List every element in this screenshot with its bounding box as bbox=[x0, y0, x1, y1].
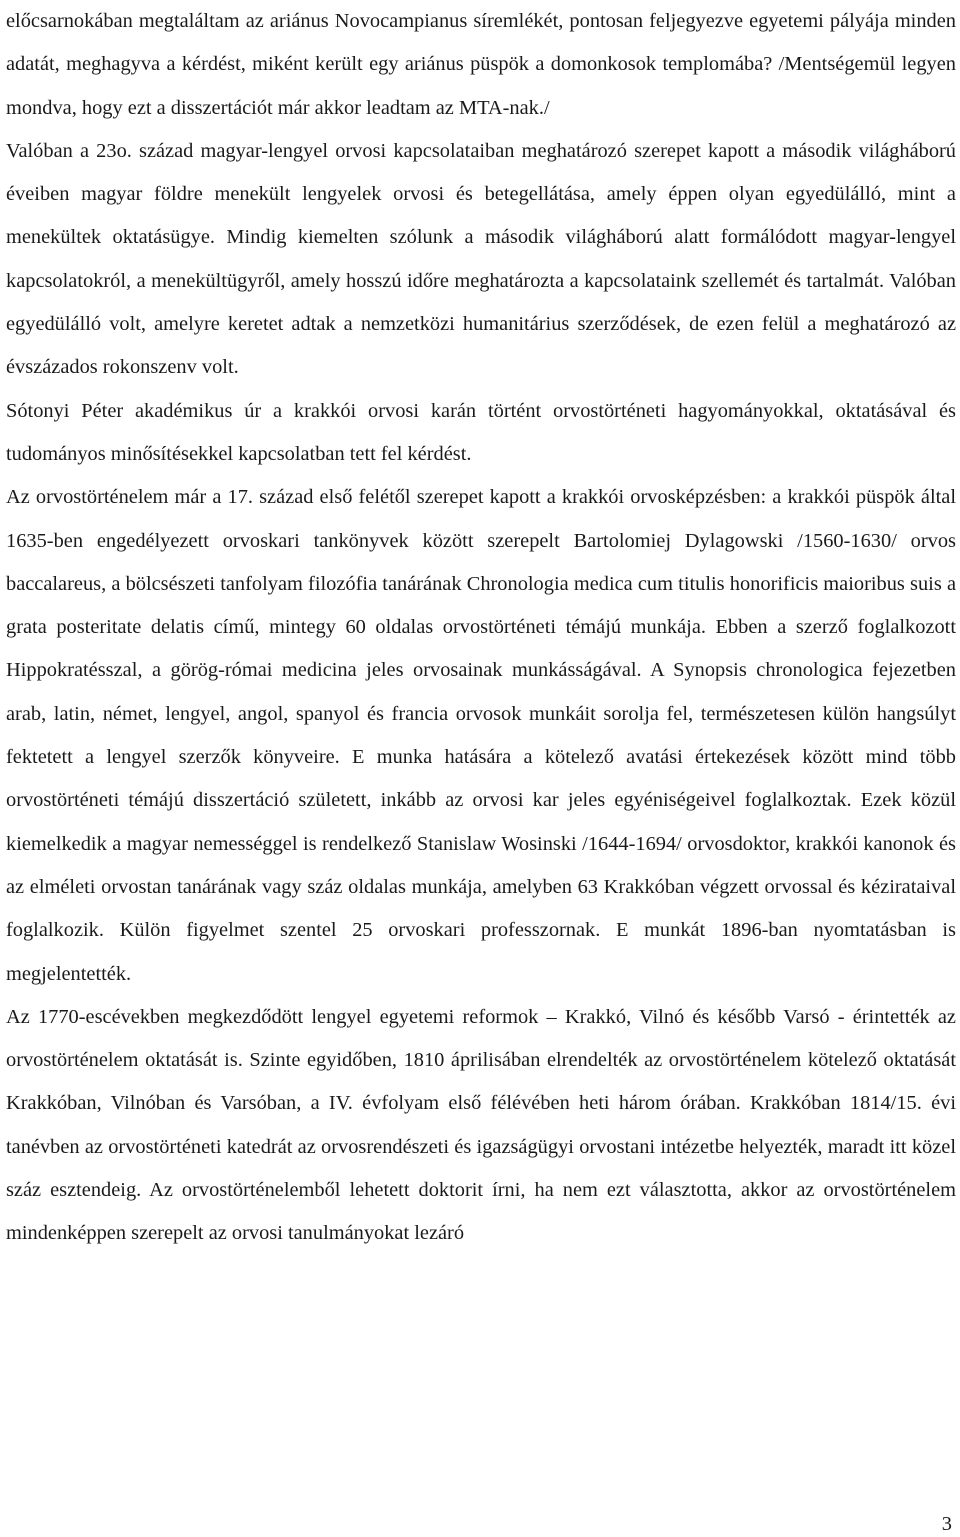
paragraph-17th-century: Az orvostörténelem már a 17. század első felétől szerepet kapott a krakkói orvosképzésben: a krakkói püspök által 1635-ben engedélyezett orvoskari tankönyvek között szerepelt Bartolomiej Dylagowski /1560-1630/ orvos baccalareus, a bölcsészeti tanfolyam filozófia tanárának Chronologia medica cum titulis honorificis maioribus suis a grata posteritate delatis című, mintegy 60 oldalas orvostörténeti témájú munkája. Ebben a szerző foglalkozott Hippokratésszal, a görög-római medicina jeles orvosainak munkásságával. A Synopsis chronologica fejezetben arab, latin, német, lengyel, angol, spanyol és francia orvosok munkáit sorolja fel, természetesen külön hangsúlyt fektetett a lengyel szerzők könyveire. E munka hatására a kötelező avatási értekezések között mind több orvostörténeti témájú disszertáció született, inkább az orvosi kar jeles egyéniségeivel foglalkoztak. Ezek közül kiemelkedik a magyar nemességgel is rendelkező Stanislaw Wosinski /1644-1694/ orvosdoktor, krakkói kanonok és az elméleti orvostan tanárának vagy száz oldalas munkája, amelyben 63 Krakkóban végzett orvossal és kézirataival foglalkozik. Külön figyelmet szentel 25 orvoskari professzornak. E munkát 1896-ban nyomtatásban is megjelentették. bbox=[6, 486, 956, 985]
paragraph-1770s-reforms: Az 1770-escévekben megkezdődött lengyel egyetemi reformok – Krakkó, Vilnó és később Varsó - érintették az orvostörténelem oktatását is. Szinte egyidőben, 1810 áprilisában elrendelték az orvostörténelem kötelező oktatását Krakkóban, Vilnóban és Varsóban, a IV. évfolyam első félévében heti három órában. Krakkóban 1814/15. évi tanévben az orvostörténeti katedrát az orvosrendészeti és igazságügyi orvostani intézetbe helyezték, maradt itt közel száz esztendeig. Az orvostörténelemből lehetett doktorit írni, ha nem ezt választotta, akkor az orvostörténelem mindenképpen szerepelt az orvosi tanulmányokat lezáró bbox=[6, 1005, 956, 1245]
paragraph-23rd-century: Valóban a 23o. század magyar-lengyel orvosi kapcsolataiban meghatározó szerepet kapott a második világháború éveiben magyar földre menekült lengyelek orvosi és betegellátása, amely éppen olyan egyedülálló, mint a menekültek oktatásügye. Mindig kiemelten szólunk a második világháború alatt formálódott magyar-lengyel kapcsolatokról, a menekültügyről, amely hosszú időre meghatározta a kapcsolataink szellemét és tartalmát. Valóban egyedülálló volt, amelyre keretet adtak a nemzetközi humanitárius szerződések, de ezen felül a meghatározó az évszázados rokonszenv volt. bbox=[6, 139, 956, 379]
paragraph-sotonyi-question: Sótonyi Péter akadémikus úr a krakkói orvosi karán történt orvostörténeti hagyományokkal, oktatásával és tudományos minősítésekkel kapcsolatban tett fel kérdést. bbox=[6, 399, 956, 465]
paragraph-continuation: előcsarnokában megtaláltam az ariánus Novocampianus síremlékét, pontosan feljegyezve egyetemi pályája minden adatát, meghagyva a kérdést, miként került egy ariánus püspök a domonkosok templomába? /Mentségemül legyen mondva, hogy ezt a disszertációt már akkor leadtam az MTA-nak./ bbox=[6, 10, 956, 119]
page-number: 3 bbox=[941, 1513, 952, 1535]
body-text bbox=[6, 0, 956, 1256]
